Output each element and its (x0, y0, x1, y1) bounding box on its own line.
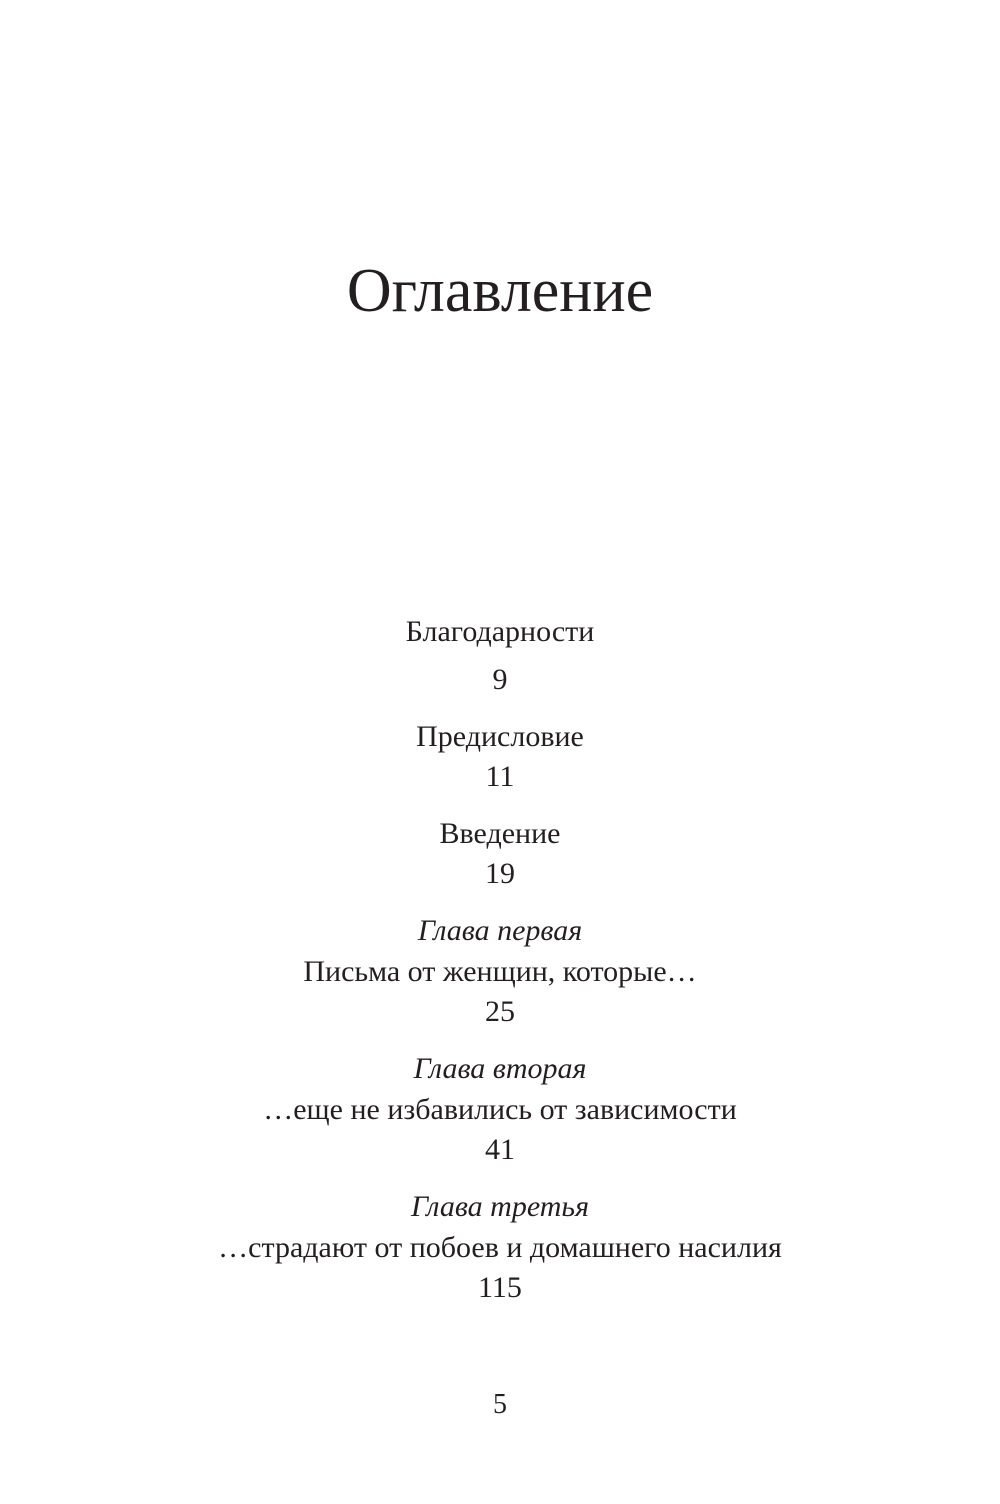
toc-entry-title: …страдают от побоев и домашнего насилия (218, 1231, 782, 1264)
toc-entry-title: …еще не избавились от зависимости (263, 1093, 737, 1126)
page-title: Оглавление (346, 257, 654, 325)
toc-entry-title: Предисловие (416, 720, 584, 753)
toc-entry-page: 41 (485, 1133, 515, 1166)
toc-entry-page: 115 (478, 1271, 522, 1304)
toc-entry-page: 11 (485, 760, 515, 793)
toc-entry-title: Письма от женщин, которые… (303, 955, 697, 988)
toc-entry-page: 9 (492, 663, 508, 696)
toc-entry-chapter-label: Глава третья (410, 1190, 590, 1223)
page-number: 5 (493, 1389, 507, 1420)
toc-entry-page: 25 (485, 995, 515, 1028)
toc-entry-chapter-label: Глава первая (417, 914, 583, 947)
toc-entry-chapter-label: Глава вторая (413, 1052, 587, 1085)
toc-entry-page: 19 (485, 857, 515, 890)
toc-entry-title: Благодарности (405, 615, 595, 648)
toc-entry-title: Введение (439, 817, 561, 850)
